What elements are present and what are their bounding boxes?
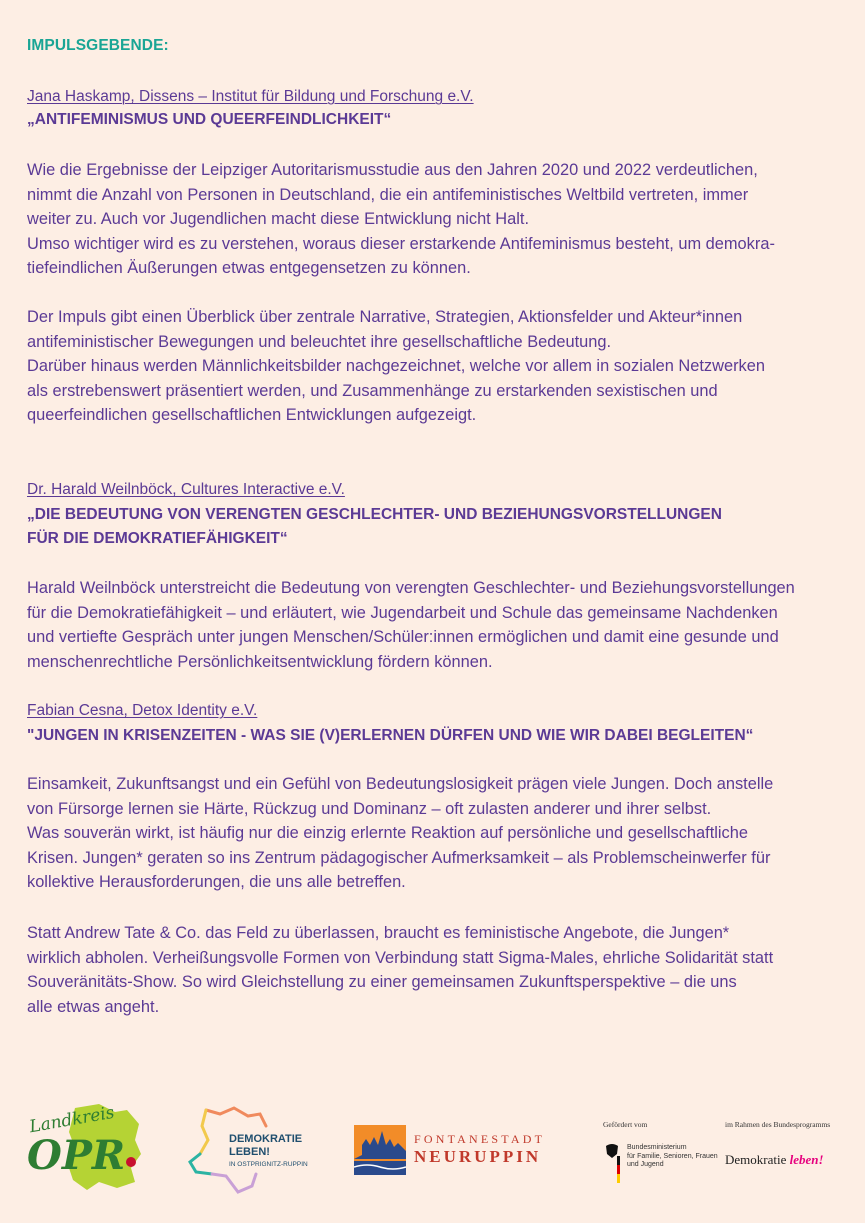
- neuruppin-logo: [354, 1125, 564, 1177]
- speaker-name: Fabian Cesna, Detox Identity e.V.: [27, 702, 258, 719]
- ministry-name: Bundesministerium für Familie, Senioren, Frauen und Jugend: [627, 1144, 718, 1168]
- paragraph: Einsamkeit, Zukunftsangst und ein Gefühl von Bedeutungslosigkeit prägen viele Jungen. Doch anstelle von Fürsorge lernen sie Härte, Rückzug und Dominanz – oft zulasten anderer und ihrer selbst. Was souverän wirkt, ist häufig nur die einzig erlernte Reaktion auf persönliche und gesellschaftliche Krisen. Jungen* geraten so ins Zentrum pädagogischer Aufmerksamkeit – als Problemscheinwerfer für kollektive Herausforderungen, die uns alle betreffen.: [27, 775, 774, 891]
- talk-title: „DIE BEDEUTUNG VON VERENGTEN GESCHLECHTER- UND BEZIEHUNGSVORSTELLUNGEN FÜR DIE DEMOKRATIEFÄHIGKEIT“: [27, 506, 722, 547]
- sponsor-logos: [0, 1100, 865, 1200]
- bmfsfj-logo: [603, 1120, 723, 1190]
- landkreis-opr-logo: [27, 1102, 145, 1192]
- demokratie-line1: DEMOKRATIE: [229, 1133, 303, 1145]
- neuruppin-line2: NEURUPPIN: [414, 1147, 542, 1166]
- speaker-name: Jana Haskamp, Dissens – Institut für Bildung und Forschung e.V.: [27, 88, 474, 105]
- demokratie-line3: IN OSTPRIGNITZ-RUPPIN: [229, 1161, 308, 1168]
- neuruppin-emblem: [354, 1125, 406, 1175]
- paragraph: Wie die Ergebnisse der Leipziger Autoritarismusstudie aus den Jahren 2020 und 2022 verdeutlichen, nimmt die Anzahl von Personen in Deutschland, die ein antifeministisches Weltbild vertreten, immer weiter zu. Auch vor Jugendlichen macht diese Entwicklung nicht Halt. Umso wichtiger wird es zu verstehen, woraus dieser erstarkende Antifeminismus besteht, um demokra- tiefeindlichen Äußerungen etwas entgegensetzen zu können.: [27, 161, 775, 277]
- federal-eagle-icon: [604, 1142, 620, 1184]
- program-word-leben: leben!: [789, 1152, 824, 1167]
- program-name: [725, 1152, 824, 1168]
- program-word-demokratie: Demokratie: [725, 1152, 787, 1167]
- paragraph: Harald Weilnböck unterstreicht die Bedeutung von verengten Geschlechter- und Beziehungsvorstellungen für die Demokratiefähigkeit – und erläutert, wie Jugendarbeit und Schule das gemeinsame Nachdenken und vertiefte Gespräch unter jungen Menschen/Schüler:innen ermöglichen und damit eine gesunde und menschenrechtliche Persönlichkeitsentwicklung fördern können.: [27, 579, 795, 671]
- funded-by-label: Gefördert vom: [603, 1120, 648, 1129]
- paragraph: Der Impuls gibt einen Überblick über zentrale Narrative, Strategien, Aktionsfelder und Akteur*innen antifeministischer Bewegungen und beleuchtet ihre gesellschaftliche Bedeutung. Darüber hinaus werden Männlichkeitsbilder nachgezeichnet, welche vor allem in sozialen Netzwerken als erstrebenswert präsentiert werden, und Zusammenhänge zu erstarkenden sexistischen und queerfeindlichen gesellschaftlichen Entwicklungen aufgezeigt.: [27, 308, 765, 424]
- program-label: im Rahmen des Bundesprogramms: [725, 1120, 831, 1129]
- demokratie-leben-opr-logo: [186, 1104, 311, 1196]
- talk-title: „ANTIFEMINISMUS UND QUEERFEINDLICHKEIT“: [27, 111, 392, 128]
- opr-bottom-text: OPR: [27, 1132, 126, 1179]
- opr-top-text: Landkreis: [27, 1102, 116, 1138]
- paragraph: Statt Andrew Tate & Co. das Feld zu überlassen, braucht es feministische Angebote, die Jungen* wirklich abholen. Verheißungsvolle Formen von Verbindung statt Sigma-Males, ehrliche Solidarität statt Souveränitäts-Show. So wird Gleichstellung zu einer gemeinsamen Zukunftsperspektive – die uns alle etwas angeht.: [27, 924, 774, 1016]
- speaker-name: Dr. Harald Weilnböck, Cultures Interactive e.V.: [27, 481, 345, 498]
- neuruppin-line1: FONTANESTADT: [414, 1132, 546, 1146]
- section-heading: IMPULSGEBENDE:: [27, 37, 169, 54]
- demokratie-line2: LEBEN!: [229, 1146, 270, 1158]
- demokratie-leben-program-logo: [725, 1120, 850, 1180]
- talk-title: "JUNGEN IN KRISENZEITEN - WAS SIE (V)ERLERNEN DÜRFEN UND WIE WIR DABEI BEGLEITEN“: [27, 727, 754, 744]
